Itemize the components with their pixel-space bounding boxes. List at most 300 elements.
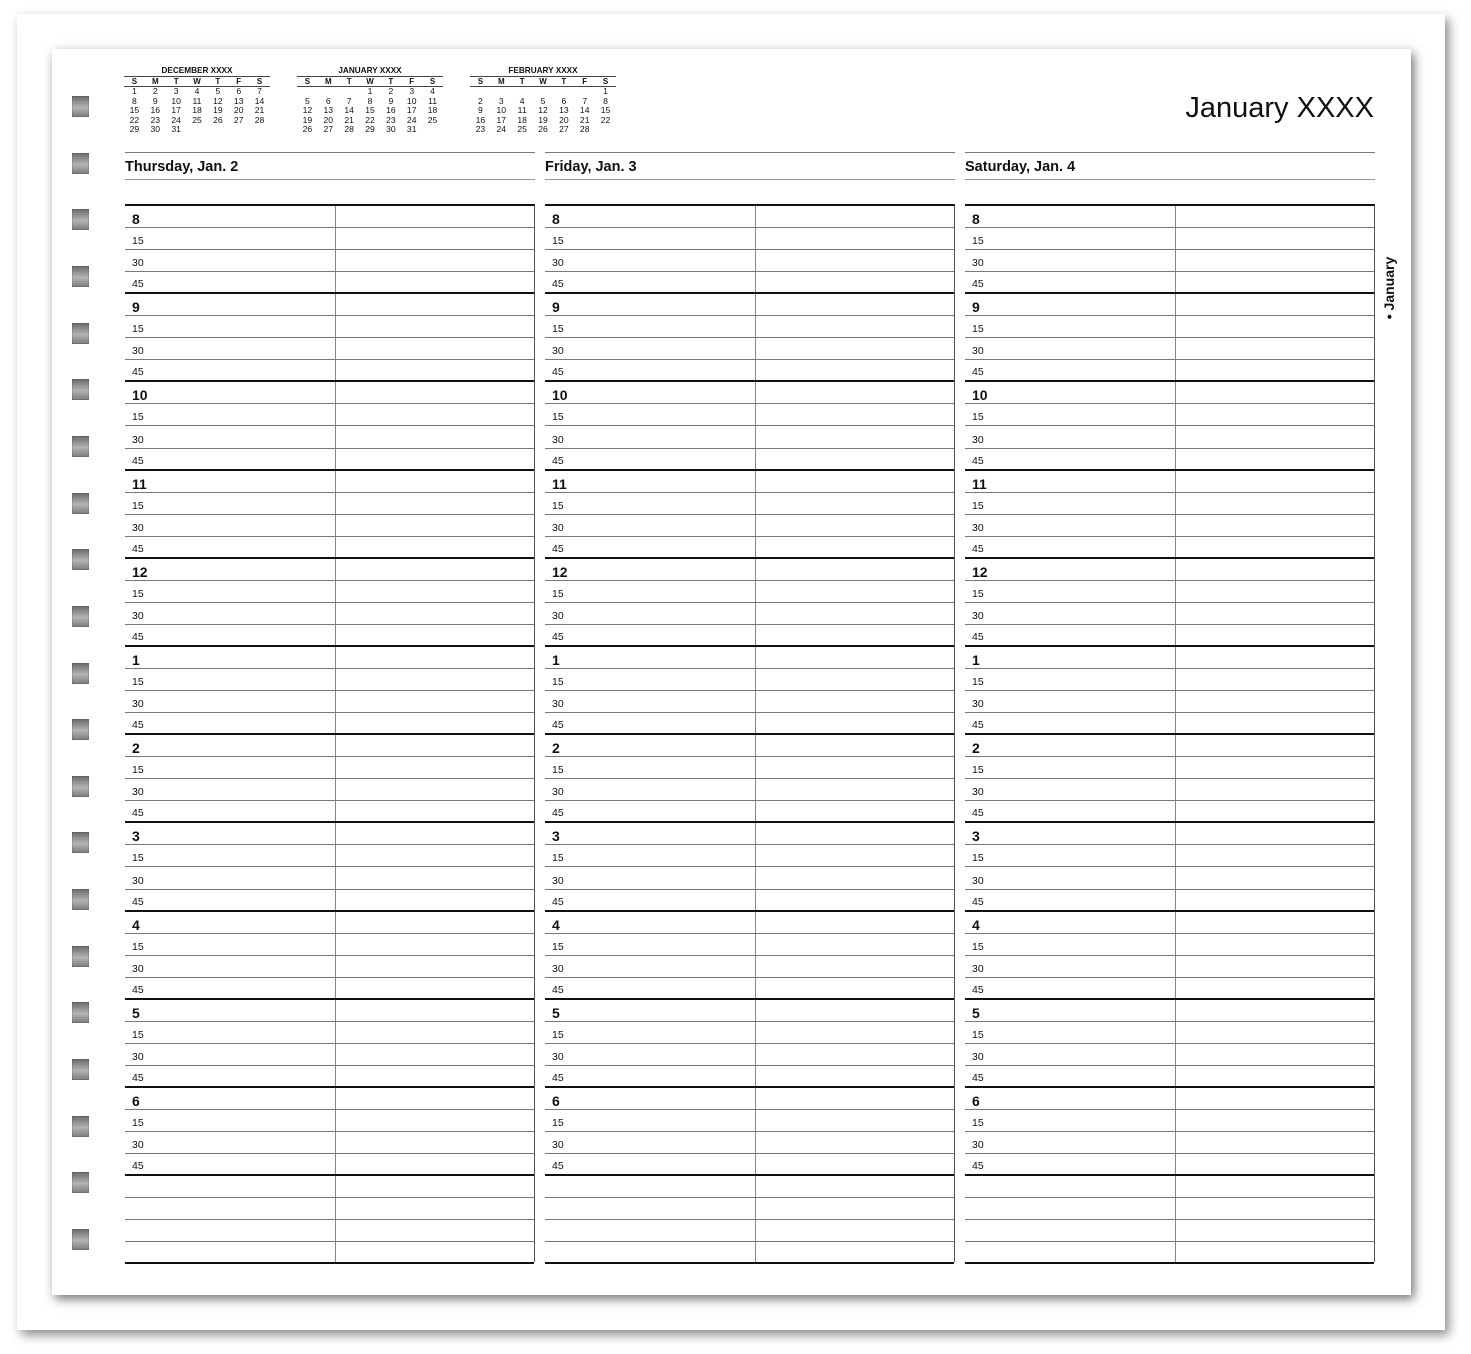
mini-calendar-date: 13 — [559, 105, 569, 116]
blank-line[interactable] — [965, 1220, 1374, 1242]
time-slot[interactable] — [965, 404, 1374, 426]
quarter-label: 15 — [972, 1028, 984, 1041]
mini-calendar-date: 26 — [302, 124, 313, 135]
quarter-label: 15 — [552, 235, 564, 248]
quarter-label: 30 — [972, 874, 984, 887]
time-slot[interactable] — [545, 1132, 954, 1154]
quarter-label: 45 — [132, 278, 144, 291]
quarter-label: 15 — [132, 499, 144, 512]
weekday-label: F — [582, 77, 588, 86]
time-slot[interactable] — [965, 515, 1374, 537]
time-slot[interactable] — [965, 294, 1374, 316]
quarter-label: 15 — [552, 940, 564, 953]
time-slot[interactable] — [965, 956, 1374, 978]
mini-calendar-week — [124, 116, 270, 126]
mini-calendar-date: 7 — [582, 95, 588, 106]
weekday-label: W — [539, 77, 547, 86]
hour-label: 6 — [132, 1093, 140, 1109]
time-slot[interactable] — [965, 1154, 1374, 1176]
time-slot[interactable] — [545, 1088, 954, 1110]
blank-line[interactable] — [545, 1242, 954, 1264]
quarter-label: 30 — [552, 257, 564, 270]
time-slot[interactable] — [125, 206, 534, 228]
hour-label: 3 — [552, 828, 560, 845]
hour-label: 4 — [132, 916, 140, 933]
hour-label: 12 — [972, 563, 988, 580]
quarter-label: 30 — [972, 433, 984, 446]
quarter-label: 15 — [552, 323, 564, 336]
time-slot[interactable] — [545, 801, 954, 823]
mini-calendar-date: 23 — [475, 124, 486, 135]
binder-hole — [72, 379, 89, 400]
hour-label: 11 — [972, 475, 987, 492]
weekday-label: S — [304, 77, 311, 86]
time-slot[interactable] — [545, 779, 954, 801]
time-slot[interactable] — [125, 471, 534, 493]
time-slot[interactable] — [125, 537, 534, 559]
time-slot[interactable] — [965, 713, 1374, 735]
mini-calendar-date: 9 — [388, 95, 394, 106]
mini-calendar-date: 26 — [538, 124, 548, 135]
time-slot[interactable] — [125, 934, 534, 956]
time-slot[interactable] — [545, 360, 954, 382]
quarter-label: 15 — [552, 1117, 564, 1130]
mini-calendar-date: 18 — [192, 105, 202, 116]
time-slot[interactable] — [545, 956, 954, 978]
time-slot[interactable] — [965, 757, 1374, 779]
binder-hole — [72, 663, 89, 684]
hour-label: 3 — [132, 828, 140, 845]
mini-calendar-date: 19 — [538, 114, 548, 125]
quarter-label: 15 — [552, 587, 564, 600]
mini-calendar-date: 4 — [194, 86, 200, 96]
weekday-label: M — [151, 77, 159, 86]
mini-calendar-date: 5 — [215, 86, 221, 96]
mini-calendar-date: 8 — [367, 95, 373, 106]
quarter-label: 45 — [132, 719, 144, 732]
binder-hole — [72, 1002, 89, 1023]
day-column — [965, 152, 1375, 1173]
time-slot[interactable] — [545, 757, 954, 779]
time-slot[interactable] — [545, 206, 954, 228]
time-slot[interactable] — [965, 537, 1374, 559]
quarter-label: 15 — [132, 587, 144, 600]
time-slot[interactable] — [125, 890, 534, 912]
time-slot[interactable] — [125, 449, 534, 471]
quarter-label: 45 — [552, 895, 564, 908]
quarter-label: 45 — [552, 542, 564, 555]
time-slot[interactable] — [545, 316, 954, 338]
hour-label: 2 — [972, 740, 980, 757]
time-slot[interactable] — [545, 647, 954, 669]
time-slot[interactable] — [545, 1000, 954, 1022]
quarter-label: 30 — [552, 1050, 564, 1063]
month-side-tab[interactable] — [1380, 255, 1398, 320]
time-slot[interactable] — [125, 823, 534, 845]
time-slot[interactable] — [965, 1110, 1374, 1132]
mini-calendar-date: 18 — [517, 114, 527, 125]
mini-calendar-date: 28 — [344, 124, 354, 135]
time-slot[interactable] — [545, 1066, 954, 1088]
blank-line[interactable] — [125, 1198, 534, 1220]
time-slot[interactable] — [125, 316, 534, 338]
quarter-label: 15 — [132, 411, 144, 424]
hour-label: 8 — [552, 211, 560, 227]
time-slot[interactable] — [965, 978, 1374, 1000]
time-slot[interactable] — [965, 625, 1374, 647]
time-slot[interactable] — [545, 250, 954, 272]
blank-line[interactable] — [545, 1176, 954, 1198]
weekday-label: S — [429, 77, 436, 86]
quarter-label: 30 — [132, 874, 144, 887]
quarter-label: 15 — [552, 499, 564, 512]
hour-label: 4 — [552, 916, 560, 933]
time-slot[interactable] — [125, 779, 534, 801]
blank-line[interactable] — [125, 1176, 534, 1198]
quarter-label: 30 — [132, 521, 144, 534]
time-slot[interactable] — [545, 735, 954, 757]
quarter-label: 30 — [972, 962, 984, 975]
time-slot[interactable] — [125, 250, 534, 272]
time-slot[interactable] — [965, 493, 1374, 515]
quarter-label: 30 — [972, 1139, 984, 1152]
time-slot[interactable] — [125, 581, 534, 603]
quarter-label: 45 — [552, 278, 564, 291]
time-slot[interactable] — [545, 845, 954, 867]
quarter-label: 15 — [972, 1117, 984, 1130]
mini-calendar-date: 19 — [302, 114, 313, 125]
quarter-label: 45 — [132, 542, 144, 555]
hour-label: 1 — [972, 652, 980, 668]
time-slot[interactable] — [965, 934, 1374, 956]
mini-calendar-date: 27 — [233, 114, 244, 125]
time-slot[interactable] — [545, 382, 954, 404]
time-slot[interactable] — [125, 427, 534, 449]
time-slot[interactable] — [125, 669, 534, 691]
time-slot[interactable] — [545, 515, 954, 537]
time-slot[interactable] — [545, 449, 954, 471]
mini-calendar-date: 28 — [254, 114, 265, 125]
time-slot[interactable] — [545, 1022, 954, 1044]
time-grid — [965, 204, 1375, 1262]
time-slot[interactable] — [125, 868, 534, 890]
time-slot[interactable] — [125, 956, 534, 978]
time-slot[interactable] — [545, 823, 954, 845]
time-slot[interactable] — [125, 713, 534, 735]
hour-label: 5 — [132, 1004, 140, 1021]
quarter-label: 30 — [132, 1139, 144, 1152]
time-slot[interactable] — [545, 581, 954, 603]
time-slot[interactable] — [125, 1132, 534, 1154]
mini-calendar-date: 12 — [302, 105, 313, 116]
time-slot[interactable] — [545, 890, 954, 912]
time-slot[interactable] — [965, 1088, 1374, 1110]
time-slot[interactable] — [545, 934, 954, 956]
time-slot[interactable] — [125, 978, 534, 1000]
time-slot[interactable] — [125, 912, 534, 934]
time-slot[interactable] — [545, 338, 954, 360]
quarter-label: 30 — [132, 962, 144, 975]
hour-label: 1 — [132, 652, 140, 668]
mini-calendar-date: 22 — [600, 114, 611, 125]
time-slot[interactable] — [125, 493, 534, 515]
quarter-label: 30 — [972, 345, 984, 358]
quarter-label: 45 — [132, 366, 144, 379]
mini-calendar-date: 8 — [603, 95, 608, 106]
binder-hole — [72, 493, 89, 514]
quarter-label: 15 — [132, 676, 144, 689]
time-slot[interactable] — [125, 735, 534, 757]
mini-calendar-date: 6 — [325, 95, 331, 106]
weekday-label: M — [497, 77, 505, 86]
quarter-label: 45 — [972, 630, 984, 643]
mini-calendar-date: 26 — [213, 114, 223, 125]
mini-calendar-date: 4 — [519, 95, 525, 106]
mini-calendar-date: 22 — [129, 114, 140, 125]
time-slot[interactable] — [965, 647, 1374, 669]
blank-line[interactable] — [965, 1198, 1374, 1220]
mini-calendar-date: 12 — [538, 105, 548, 116]
time-slot[interactable] — [545, 228, 954, 250]
time-slot[interactable] — [545, 868, 954, 890]
quarter-label: 15 — [972, 323, 984, 336]
time-grid — [545, 204, 955, 1262]
time-slot[interactable] — [545, 294, 954, 316]
mini-calendar-date: 27 — [323, 124, 334, 135]
time-slot[interactable] — [125, 294, 534, 316]
time-slot[interactable] — [125, 515, 534, 537]
time-slot[interactable] — [965, 360, 1374, 382]
day-heading: Friday, Jan. 3 — [545, 152, 955, 180]
time-slot[interactable] — [965, 890, 1374, 912]
mini-calendar-date: 11 — [517, 105, 527, 116]
time-slot[interactable] — [125, 228, 534, 250]
binder-hole — [72, 436, 89, 457]
day-column — [545, 152, 955, 1173]
time-slot[interactable] — [545, 272, 954, 294]
blank-line[interactable] — [545, 1198, 954, 1220]
time-slot[interactable] — [965, 250, 1374, 272]
time-slot[interactable] — [125, 1022, 534, 1044]
mini-calendar-date: 19 — [213, 105, 223, 116]
time-slot[interactable] — [965, 1000, 1374, 1022]
time-slot[interactable] — [545, 669, 954, 691]
day-column — [125, 152, 535, 1173]
mini-calendar-date — [422, 125, 443, 135]
time-slot[interactable] — [125, 404, 534, 426]
mini-calendar-title: FEBRUARY XXXX — [508, 66, 578, 75]
binder-hole — [72, 1229, 89, 1250]
binder-hole — [72, 153, 89, 174]
side-tab-label: • January — [1381, 256, 1397, 319]
time-slot[interactable] — [125, 647, 534, 669]
time-slot[interactable] — [965, 1022, 1374, 1044]
mini-calendar-date: 24 — [406, 114, 417, 125]
time-slot[interactable] — [545, 691, 954, 713]
mini-calendar-date: 25 — [427, 114, 438, 125]
time-slot[interactable] — [965, 691, 1374, 713]
time-slot[interactable] — [125, 382, 534, 404]
mini-calendar-date: 28 — [579, 124, 590, 135]
time-slot[interactable] — [965, 1066, 1374, 1088]
time-slot[interactable] — [545, 559, 954, 581]
quarter-label: 45 — [552, 1071, 564, 1084]
quarter-label: 30 — [972, 698, 984, 711]
time-slot[interactable] — [125, 360, 534, 382]
quarter-label: 15 — [552, 1028, 564, 1041]
time-slot[interactable] — [125, 845, 534, 867]
time-slot[interactable] — [125, 272, 534, 294]
quarter-label: 15 — [132, 940, 144, 953]
quarter-label: 15 — [132, 764, 144, 777]
mini-calendar-title: DECEMBER XXXX — [161, 66, 233, 75]
time-slot[interactable] — [965, 449, 1374, 471]
time-slot[interactable] — [965, 912, 1374, 934]
time-slot[interactable] — [545, 625, 954, 647]
blank-line[interactable] — [125, 1220, 534, 1242]
time-slot[interactable] — [965, 779, 1374, 801]
time-slot[interactable] — [965, 559, 1374, 581]
blank-line[interactable] — [965, 1242, 1374, 1264]
mini-calendar-date: 17 — [406, 105, 417, 116]
time-slot[interactable] — [125, 1154, 534, 1176]
quarter-label: 45 — [132, 983, 144, 996]
mini-calendar-date — [595, 125, 616, 135]
hour-label: 3 — [972, 828, 980, 845]
hour-label: 4 — [972, 916, 980, 933]
quarter-label: 15 — [552, 411, 564, 424]
binder-hole — [72, 266, 89, 287]
quarter-label: 45 — [972, 542, 984, 555]
time-slot[interactable] — [125, 1044, 534, 1066]
time-slot[interactable] — [545, 537, 954, 559]
quarter-label: 15 — [972, 676, 984, 689]
weekday-label: T — [215, 77, 221, 86]
mini-calendar-date: 23 — [150, 114, 161, 125]
time-slot[interactable] — [965, 801, 1374, 823]
weekday-label: M — [324, 77, 332, 86]
quarter-label: 30 — [132, 257, 144, 270]
time-slot[interactable] — [965, 603, 1374, 625]
time-slot[interactable] — [965, 471, 1374, 493]
time-slot[interactable] — [965, 228, 1374, 250]
time-slot[interactable] — [965, 735, 1374, 757]
hour-label: 6 — [972, 1093, 980, 1109]
time-slot[interactable] — [125, 1088, 534, 1110]
mini-calendar-date: 24 — [496, 124, 507, 135]
mini-calendar-date: 13 — [323, 105, 334, 116]
mini-calendar-date: 2 — [388, 86, 394, 96]
hour-label: 2 — [132, 740, 140, 757]
day-heading: Saturday, Jan. 4 — [965, 152, 1375, 180]
time-slot[interactable] — [125, 559, 534, 581]
time-slot[interactable] — [965, 382, 1374, 404]
mini-calendar-date: 20 — [233, 105, 244, 116]
blank-line[interactable] — [965, 1176, 1374, 1198]
quarter-label: 30 — [552, 962, 564, 975]
blank-line[interactable] — [545, 1220, 954, 1242]
time-slot[interactable] — [125, 757, 534, 779]
day-heading: Thursday, Jan. 2 — [125, 152, 535, 180]
time-slot[interactable] — [965, 338, 1374, 360]
mini-calendar-date — [249, 125, 270, 135]
mini-calendar-title: JANUARY XXXX — [338, 66, 402, 75]
time-slot[interactable] — [965, 1044, 1374, 1066]
quarter-label: 30 — [972, 257, 984, 270]
mini-calendar-date: 23 — [386, 114, 396, 125]
binder-hole — [72, 323, 89, 344]
time-slot[interactable] — [965, 823, 1374, 845]
time-slot[interactable] — [965, 845, 1374, 867]
quarter-label: 15 — [972, 235, 984, 248]
time-slot[interactable] — [545, 1154, 954, 1176]
time-slot[interactable] — [965, 581, 1374, 603]
quarter-label: 45 — [972, 895, 984, 908]
mini-calendar-date: 1 — [367, 86, 373, 96]
time-slot[interactable] — [545, 713, 954, 735]
mini-calendar-date: 3 — [173, 86, 179, 96]
time-slot[interactable] — [965, 1132, 1374, 1154]
time-grid — [125, 204, 535, 1262]
quarter-label: 30 — [552, 786, 564, 799]
mini-calendar-date: 25 — [517, 124, 527, 135]
time-slot[interactable] — [965, 316, 1374, 338]
mini-calendar-date: 1 — [132, 86, 137, 96]
quarter-label: 30 — [132, 786, 144, 799]
time-slot[interactable] — [965, 669, 1374, 691]
time-slot[interactable] — [545, 912, 954, 934]
binder-hole — [72, 832, 89, 853]
time-slot[interactable] — [545, 471, 954, 493]
time-slot[interactable] — [125, 625, 534, 647]
time-slot[interactable] — [965, 206, 1374, 228]
binder-hole — [72, 1116, 89, 1137]
time-slot[interactable] — [545, 404, 954, 426]
binder-hole — [72, 209, 89, 230]
time-slot[interactable] — [125, 338, 534, 360]
blank-line[interactable] — [125, 1242, 534, 1264]
mini-calendar-date: 17 — [496, 114, 507, 125]
month-title: January XXXX — [1185, 92, 1374, 124]
quarter-label: 15 — [972, 587, 984, 600]
time-slot[interactable] — [125, 603, 534, 625]
quarter-label: 45 — [552, 630, 564, 643]
mini-calendar-date: 20 — [559, 114, 569, 125]
time-slot[interactable] — [545, 978, 954, 1000]
time-slot[interactable] — [545, 603, 954, 625]
time-slot[interactable] — [965, 272, 1374, 294]
time-slot[interactable] — [965, 427, 1374, 449]
quarter-label: 45 — [972, 366, 984, 379]
time-slot[interactable] — [125, 1000, 534, 1022]
mini-calendar-date: 14 — [579, 105, 590, 116]
time-slot[interactable] — [125, 1066, 534, 1088]
time-slot[interactable] — [545, 1044, 954, 1066]
time-slot[interactable] — [545, 427, 954, 449]
quarter-label: 45 — [552, 807, 564, 820]
quarter-label: 45 — [552, 983, 564, 996]
weekday-label: F — [236, 77, 242, 86]
time-slot[interactable] — [125, 801, 534, 823]
binder-hole — [72, 549, 89, 570]
quarter-label: 45 — [972, 278, 984, 291]
time-slot[interactable] — [545, 1110, 954, 1132]
quarter-label: 15 — [132, 852, 144, 865]
time-slot[interactable] — [965, 868, 1374, 890]
time-slot[interactable] — [125, 691, 534, 713]
time-slot[interactable] — [545, 493, 954, 515]
time-slot[interactable] — [125, 1110, 534, 1132]
